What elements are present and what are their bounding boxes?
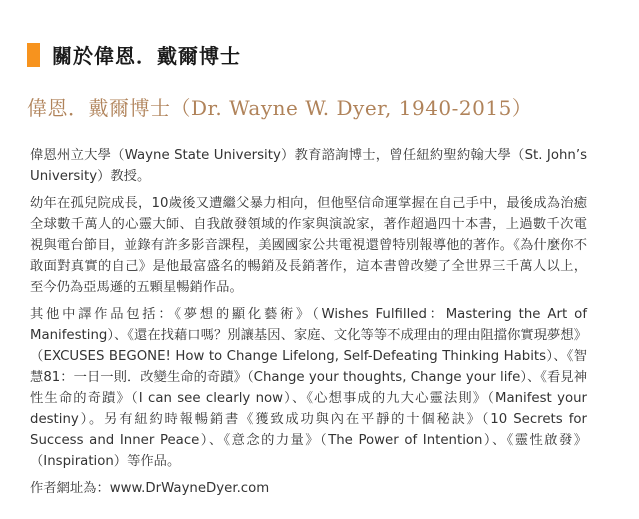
bio-content [30, 145, 587, 507]
author-heading: 偉恩．戴爾博士（Dr. Wayne W. Dyer, 1940-2015） [27, 96, 533, 120]
section-title: 關於偉恩．戴爾博士 [52, 44, 241, 68]
bio-paragraph-education: 偉恩州立大學（Wayne State University）教育諮詢博士，曾任紐約聖約翰大學（St. John’s University）教授。 [30, 148, 587, 184]
accent-bar [27, 43, 40, 67]
bio-paragraph-life: 幼年在孤兒院成長，10歲後又遭繼父暴力相向，但他堅信命運掌握在自己手中，最後成為治癒全球數千萬人的心靈大師、自我啟發領域的作家與演說家，著作超過四十本書，上過數千次電視與電台節目，並錄有許多影音課程，美國國家公共電視還曾特別報導他的著作。《為什麼你不敢面對真實的自己》是他最富盛名的暢銷及長銷著作，這本書曾改變了全世界三千萬人以上，至今仍為亞馬遜的五顆星暢銷作品。 [30, 196, 587, 295]
section-header [27, 40, 241, 69]
bio-paragraph-works: 其他中譯作品包括：《夢想的顯化藝術》（Wishes Fulfilled：Mastering the Art of Manifesting）、《還在找藉口嗎？別讓基因、家庭、文化等等不成理由的理由阻擋你實現夢想》（EXCUSES BEGONE! How to Change Lifelong, Self-Defeating Thinking Habits）、《智慧81：一日一則．改變生命的奇蹟》（Change your thoughts, Change your life）、《看見神性生命的奇蹟》（I can see clearly now）、《心想事成的九大心靈法則》（Manifest your destiny）。另有紐約時報暢銷書《獲致成功與內在平靜的十個秘訣》（10 Secrets for Success and Inner Peace）、《意念的力量》（The Power of Intention）、《靈性啟發》（Inspiration）等作品。 [30, 307, 587, 469]
bio-paragraph-website: 作者網址為：www.DrWayneDyer.com [30, 481, 270, 496]
